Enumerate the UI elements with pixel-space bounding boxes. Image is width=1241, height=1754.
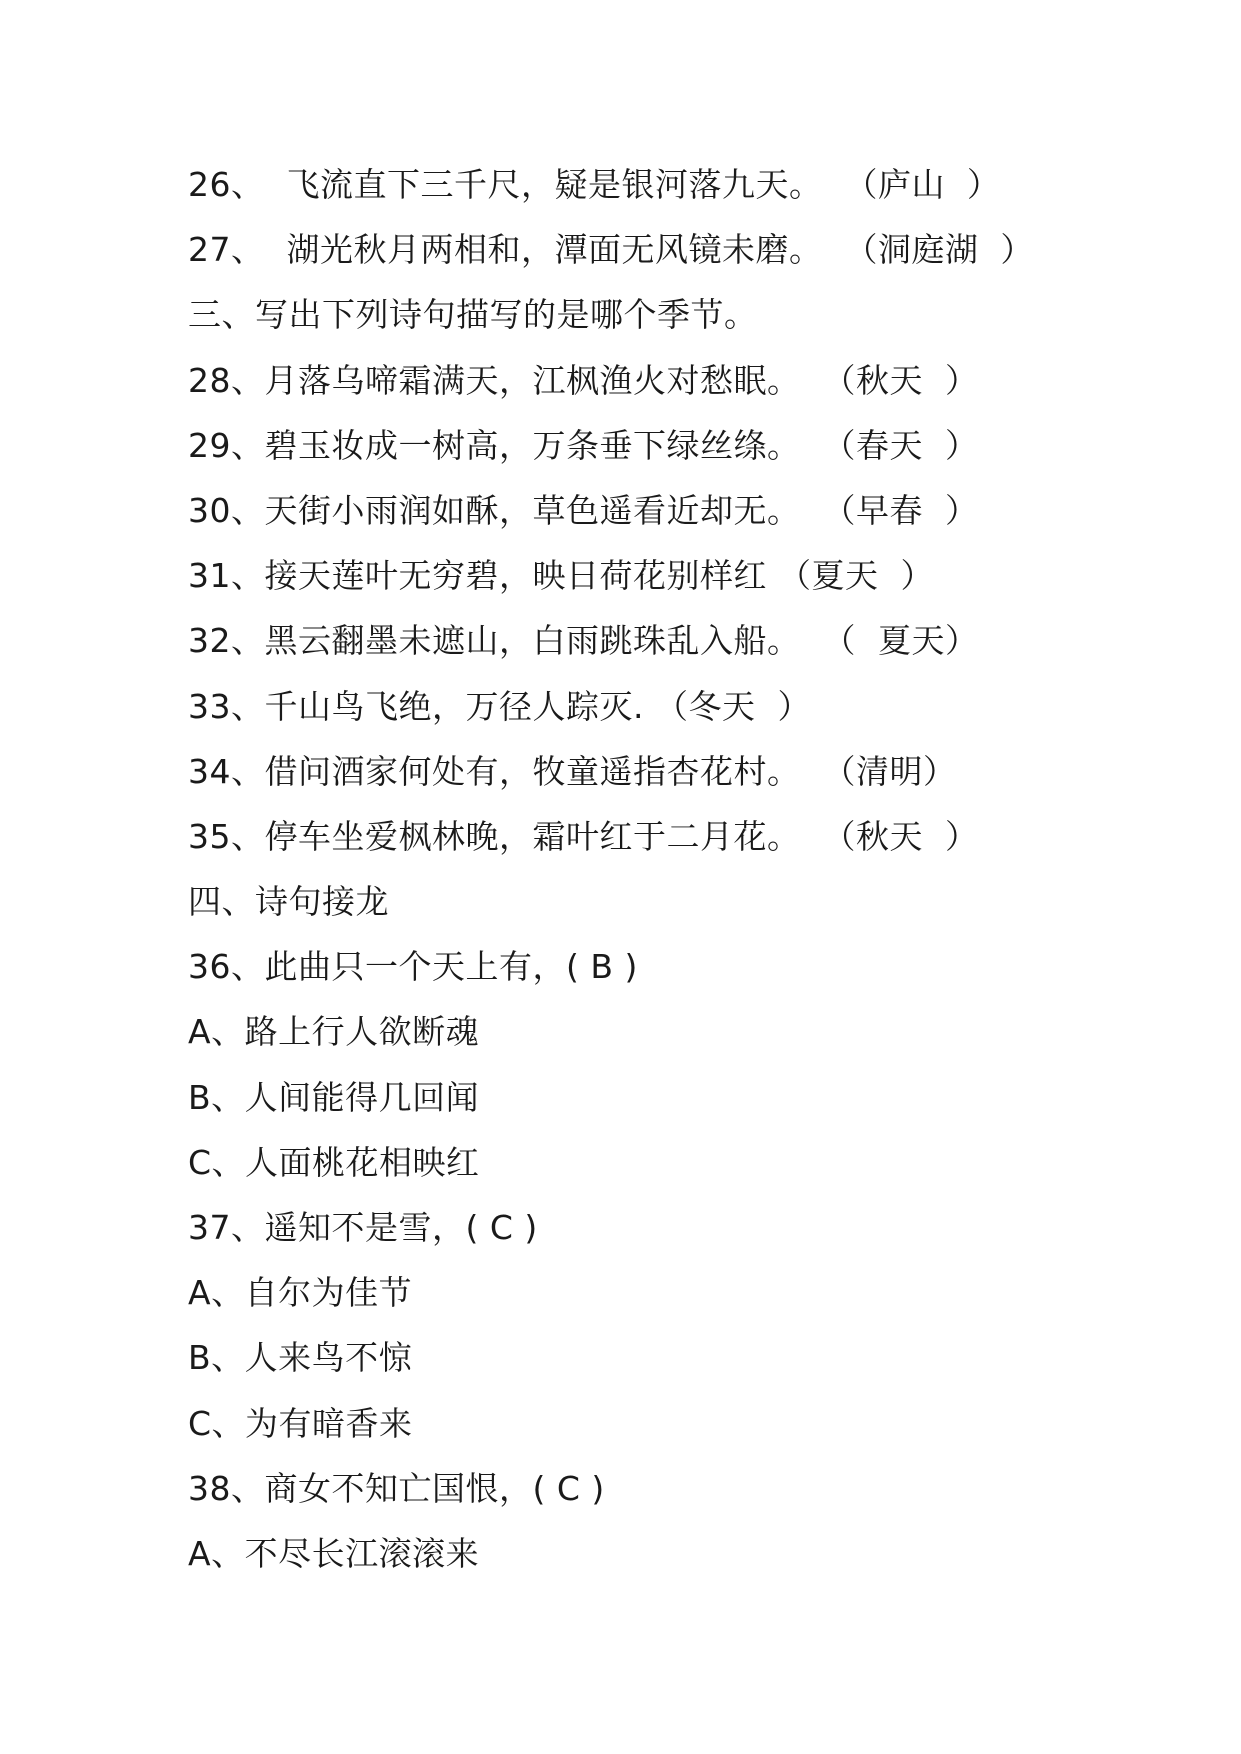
question-37-option-c: C、为有暗香来 (188, 1403, 413, 1443)
question-36-option-c: C、人面桃花相映红 (188, 1142, 480, 1182)
question-32: 32、黑云翻墨未遮山，白雨跳珠乱入船。 （ 夏天） (188, 621, 979, 661)
question-38-option-a: A、不尽长江滚滚来 (188, 1533, 480, 1573)
question-36-option-a: A、路上行人欲断魂 (188, 1012, 480, 1052)
question-31: 31、接天莲叶无穷碧，映日荷花别样红 （夏天 ） (188, 556, 934, 596)
question-26: 26、 飞流直下三千尺，疑是银河落九天。 （庐山 ） (188, 165, 1001, 204)
section-heading-4: 四、诗句接龙 (188, 882, 389, 922)
question-34: 34、借问酒家何处有，牧童遥指杏花村。 （清明） (188, 751, 957, 791)
question-36-option-b: B、人间能得几回闻 (188, 1077, 480, 1117)
question-35: 35、停车坐爱枫林晚，霜叶红于二月花。 （秋天 ） (188, 816, 979, 856)
question-27: 27、 湖光秋月两相和，潭面无风镜未磨。 （洞庭湖 ） (188, 230, 1034, 270)
question-36: 36、此曲只一个天上有，( B ) (188, 947, 638, 987)
question-28: 28、月落乌啼霜满天，江枫渔火对愁眠。 （秋天 ） (188, 360, 979, 400)
question-37-option-b: B、人来鸟不惊 (188, 1338, 413, 1378)
document-body (188, 152, 1188, 1586)
question-30: 30、天街小雨润如酥，草色遥看近却无。 （早春 ） (188, 490, 979, 530)
question-38: 38、商女不知亡国恨，( C ) (188, 1468, 605, 1508)
section-heading-3: 三、写出下列诗句描写的是哪个季节。 (188, 295, 758, 335)
question-37-option-a: A、自尔为佳节 (188, 1273, 413, 1313)
question-29: 29、碧玉妆成一树高，万条垂下绿丝绦。 （春天 ） (188, 425, 979, 465)
question-33: 33、千山鸟飞绝，万径人踪灭. （冬天 ） (188, 686, 811, 726)
question-37: 37、遥知不是雪，( C ) (188, 1208, 538, 1247)
